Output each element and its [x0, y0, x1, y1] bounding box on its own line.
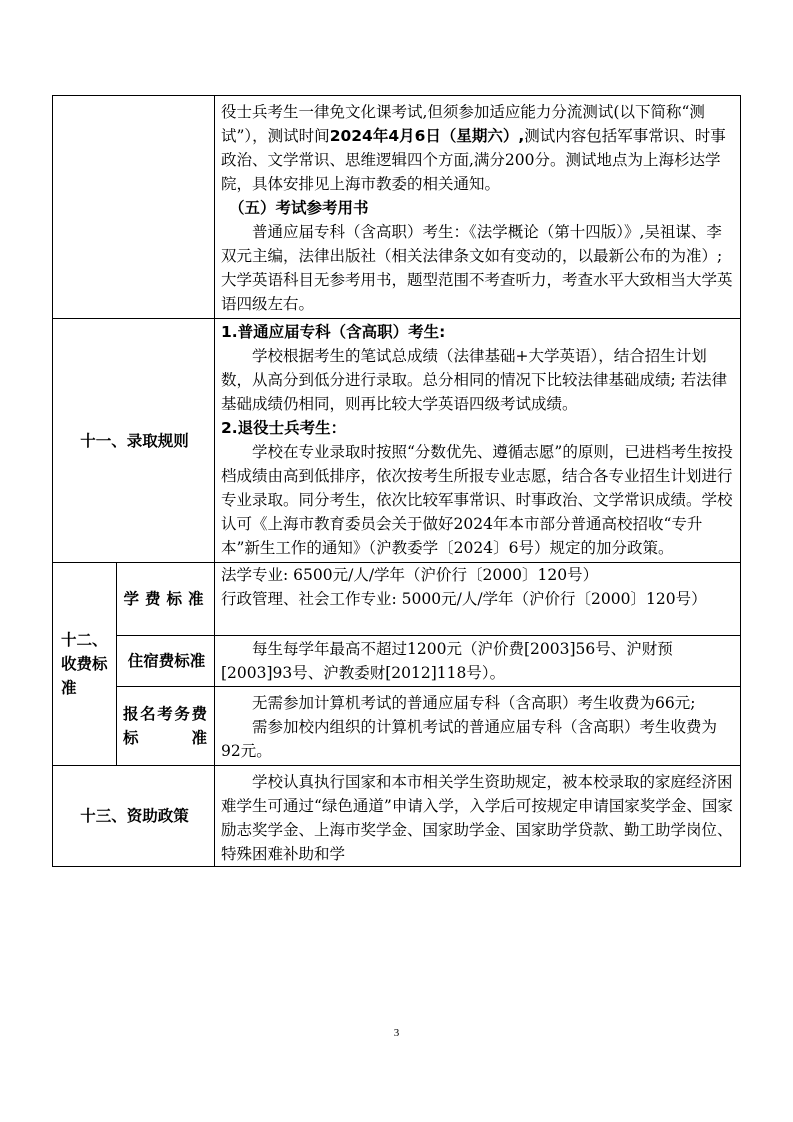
exam-test-paragraph — [221, 100, 736, 196]
admission-rules-label: 十一、录取规则 — [53, 319, 215, 563]
test-date: 2024年4月6日（星期六）, — [329, 127, 525, 145]
financial-aid-cell — [215, 766, 741, 867]
table-row — [53, 687, 741, 766]
reference-books-paragraph: 普通应届专科（含高职）考生：《法学概论（第十四版）》,吴祖谋、李双元主编，法律出版社（相关法律条文如有变动的，以最新公布的为准）; 大学英语科目无参考用书，题型范围不考查听力，考查水平大致相当大学英语四级左右。 — [221, 223, 733, 313]
table-row — [53, 319, 741, 563]
exam-fee-computer: 需参加校内组织的计算机考试的普通应届专科（含高职）考生收费为92元。 — [221, 718, 718, 760]
table-row — [53, 766, 741, 867]
table-row — [53, 563, 741, 636]
dorm-fee-label: 住宿费标准 — [117, 636, 215, 687]
table-row — [53, 636, 741, 687]
regular-students-rule: 学校根据考生的笔试总成绩（法律基础+大学英语），结合招生计划数，从高分到低分进行录取。总分相同的情况下比较法律基础成绩; 若法律基础成绩仍相同，则再比较大学英语四级考试成绩。 — [221, 347, 728, 413]
exam-fee-cell — [215, 687, 741, 766]
test-text-post: 测试内容包括军事常识、时事政治、文学常识、思维逻辑四个方面,满分200分。测试地点为上海杉达学院，具体安排见上海市教委的相关通知。 — [221, 127, 726, 193]
dorm-fee-cell — [215, 636, 741, 687]
exam-fee-label-text: 报名考务费标准 — [123, 705, 207, 747]
empty-label-cell — [53, 96, 215, 319]
page-number: 3 — [393, 1027, 400, 1039]
table-row — [53, 96, 741, 319]
veteran-students-rule: 学校在专业录取时按照“分数优先、遵循志愿”的原则，已进档考生按投档成绩由高到低排序，依次按考生所报专业志愿，结合各专业招生计划进行专业录取。同分考生，依次比较军事常识、时事政治、文学常识成绩。学校认可《上海市教育委员会关于做好2024年本市部分普通高校招收“专升本”新生工作的通知》（沪教委学〔2024〕6号）规定的加分政策。 — [221, 443, 733, 557]
tuition-law: 法学专业: 6500元/人/学年（沪价行〔2000〕120号） — [221, 566, 599, 584]
policy-table — [52, 95, 741, 867]
financial-aid-label: 十三、资助政策 — [53, 766, 215, 867]
tuition-cell — [215, 563, 741, 636]
test-text-pre: 役士兵考生一律免文化课考试,但须参加适应能力分流测试(以下简称“测试”），测试时间 — [221, 103, 705, 145]
veteran-students-heading: 2.退役士兵考生： — [221, 419, 347, 437]
financial-aid-text: 学校认真执行国家和本市相关学生资助规定，被本校录取的家庭经济困难学生可通过“绿色通道”申请入学，入学后可按规定申请国家奖学金、国家励志奖学金、上海市奖学金、国家助学金、国家助学贷款、勤工助学岗位、特殊困难补助和学 — [221, 773, 733, 863]
section-heading-five: （五）考试参考用书 — [229, 199, 369, 217]
tuition-label-text: 学费标准 — [123, 590, 210, 608]
exam-fee-label — [117, 687, 215, 766]
tuition-label — [117, 563, 215, 636]
tuition-admin: 行政管理、社会工作专业: 5000元/人/学年（沪价行〔2000〕120号） — [221, 590, 707, 608]
regular-students-heading: 1.普通应届专科（含高职）考生: — [221, 323, 446, 341]
exam-fee-no-computer: 无需参加计算机考试的普通应届专科（含高职）考生收费为66元; — [252, 694, 696, 712]
fee-standard-label: 十二、收费标准 — [53, 563, 117, 766]
dorm-fee-text: 每生每学年最高不超过1200元（沪价费[2003]56号、沪财预[2003]93号、沪教委财[2012]118号）。 — [221, 640, 673, 682]
admission-rules-cell — [215, 319, 741, 563]
exam-info-cell — [215, 96, 741, 319]
